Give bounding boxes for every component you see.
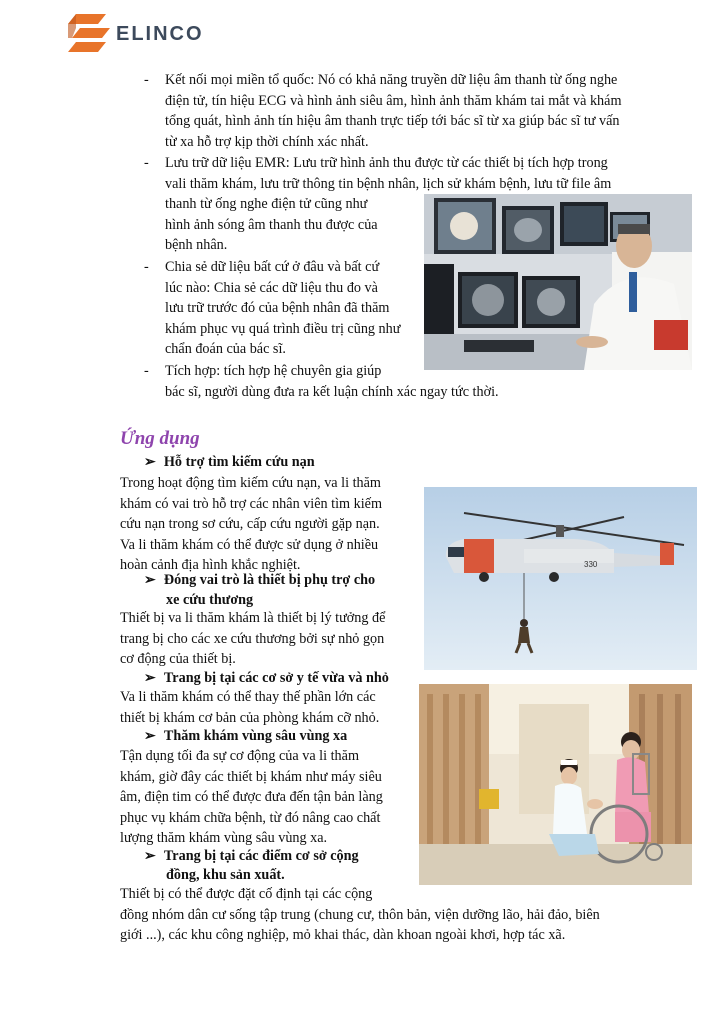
section-heading-applications: Ứng dụng: [120, 428, 200, 449]
app-community-text: [120, 884, 690, 946]
arrow-bullet-icon: ➢: [144, 454, 156, 470]
text-line: Thiết bị có thể được đặt cố định tại các cộng: [120, 886, 373, 902]
text-line: âm, điện tim có thể được đưa đến tận bản làng: [120, 789, 383, 806]
subheading: Hỗ trợ tìm kiếm cứu nạn: [163, 454, 315, 470]
arrow-bullet-icon: ➢: [144, 728, 156, 744]
app-remote-text: [120, 746, 420, 849]
arrow-bullet-icon: ➢: [144, 670, 156, 686]
text-line: Va li thăm khám có thể được sử dụng ở nhiều: [120, 536, 379, 553]
text-line: khám có vai trò hỗ trợ các nhân viên tìm kiếm: [120, 495, 383, 512]
text-line: khám, giờ đây các thiết bị khám như máy siêu: [120, 768, 382, 785]
bullet-dash: -: [144, 155, 149, 171]
text-line: thanh từ ống nghe điện tử cũng như: [165, 196, 368, 213]
app-ambulance-title-line2: xe cứu thương: [166, 592, 254, 608]
app-rescue-title: [144, 452, 315, 473]
subheading: Trang bị tại các cơ sở y tế vừa và nhỏ: [163, 670, 389, 686]
app-remote-title: [144, 726, 347, 747]
subheading: Đóng vai trò là thiết bị phụ trợ cho: [163, 572, 376, 588]
subheading: Thăm khám vùng sâu vùng xa: [163, 728, 348, 744]
app-ambulance-title: [144, 570, 375, 591]
text-line: điện tử, tín hiệu ECG và hình ảnh siêu âm, hình ảnh thăm khám tai mắt và khám: [165, 92, 622, 109]
text-line: cơ động của thiết bị.: [120, 651, 236, 668]
text-line: khám phục vụ quá trình điều trị cũng như: [165, 320, 401, 337]
text-line: bệnh nhân.: [165, 237, 228, 254]
bullet-share: [165, 257, 425, 360]
subheading: Trang bị tại các điểm cơ sở cộng: [163, 848, 359, 864]
text-line: lưu trữ trước đó của bệnh nhân đã thăm: [165, 300, 390, 317]
text-line: Tích hợp: tích hợp hệ chuyên gia giúp: [165, 363, 382, 379]
text-line: phục vụ khám chữa bệnh, từ đó nâng cao chất: [120, 809, 381, 826]
arrow-bullet-icon: ➢: [144, 572, 156, 588]
nurse-patient-photo: [419, 684, 692, 885]
text-line: lúc nào: Chia sẻ các dữ liệu thu đo và: [165, 279, 378, 296]
text-line: Kết nối mọi miền tổ quốc: Nó có khả năng truyền dữ liệu âm thanh từ ống nghe: [165, 72, 618, 88]
elinco-logo-icon: [68, 14, 110, 54]
app-clinic-text: [120, 687, 420, 728]
app-rescue-text: [120, 473, 420, 576]
bullet-dash: -: [144, 72, 149, 88]
text-line: vali thăm khám, lưu trữ thông tin bệnh nhân, lịch sử khám bệnh, lưu tữ file âm: [165, 175, 612, 192]
text-line: Tận dụng tối đa sự cơ động của va li thăm: [120, 748, 359, 764]
text-line: Lưu trữ dữ liệu EMR: Lưu trữ hình ảnh thu được từ các thiết bị tích hợp trong: [165, 155, 608, 171]
text-line: Trong hoạt động tìm kiếm cứu nạn, va li thăm: [120, 475, 381, 491]
text-line: Va li thăm khám có thể thay thế phần lớn các: [120, 689, 376, 705]
arrow-bullet-icon: ➢: [144, 848, 156, 864]
text-line: từ xa hỗ trợ kịp thời chính xác nhất.: [165, 133, 369, 150]
text-line: cứu nạn trong sơ cứu, cấp cứu người gặp nạn.: [120, 516, 380, 533]
brand-name: ELINCO: [116, 22, 204, 45]
text-line: thiết bị khám cơ bản của phòng khám cỡ nhỏ.: [120, 709, 380, 726]
app-community-title-line2: đồng, khu sản xuất.: [166, 867, 285, 883]
bullet-dash: -: [144, 363, 149, 379]
text-line: tổng quát, hình ảnh tín hiệu âm thanh trực tiếp tới bác sĩ từ xa giúp bác sĩ tư vấn: [165, 113, 620, 130]
text-line: bác sĩ, người dùng đưa ra kết luận chính xác ngay tức thời.: [165, 383, 499, 400]
bullet-dash: -: [144, 259, 149, 275]
brand-logo: [68, 14, 204, 54]
app-ambulance-text: [120, 608, 420, 670]
text-line: giới ...), các khu công nghiệp, mỏ khai thác, dàn khoan ngoài khơi, hợp tác xã.: [120, 927, 566, 944]
text-line: Thiết bị va li thăm khám là thiết bị lý tưởng để: [120, 610, 386, 626]
text-line: lượng thăm khám vùng sâu vùng xa.: [120, 830, 328, 847]
rescue-helicopter-photo: [424, 487, 697, 670]
helicopter-code: 330: [584, 560, 598, 569]
app-community-title: [144, 846, 359, 867]
app-clinic-title: [144, 668, 389, 689]
text-line: hình ảnh sóng âm thanh thu được của: [165, 216, 378, 233]
text-line: đồng nhóm dân cư sống tập trung (chung cư, thôn bản, viện dưỡng lão, hải đảo, biên: [120, 906, 600, 923]
text-line: chẩn đoán của bác sĩ.: [165, 341, 286, 358]
text-line: Chia sẻ dữ liệu bất cứ ở đâu và bất cứ: [165, 259, 380, 275]
text-line: hoàn cảnh địa hình khắc nghiệt.: [120, 557, 301, 574]
doctor-monitor-photo: [424, 194, 692, 370]
bullet-connect: [165, 70, 675, 152]
text-line: trang bị cho các xe cứu thương bởi sự nhỏ gọn: [120, 630, 385, 647]
